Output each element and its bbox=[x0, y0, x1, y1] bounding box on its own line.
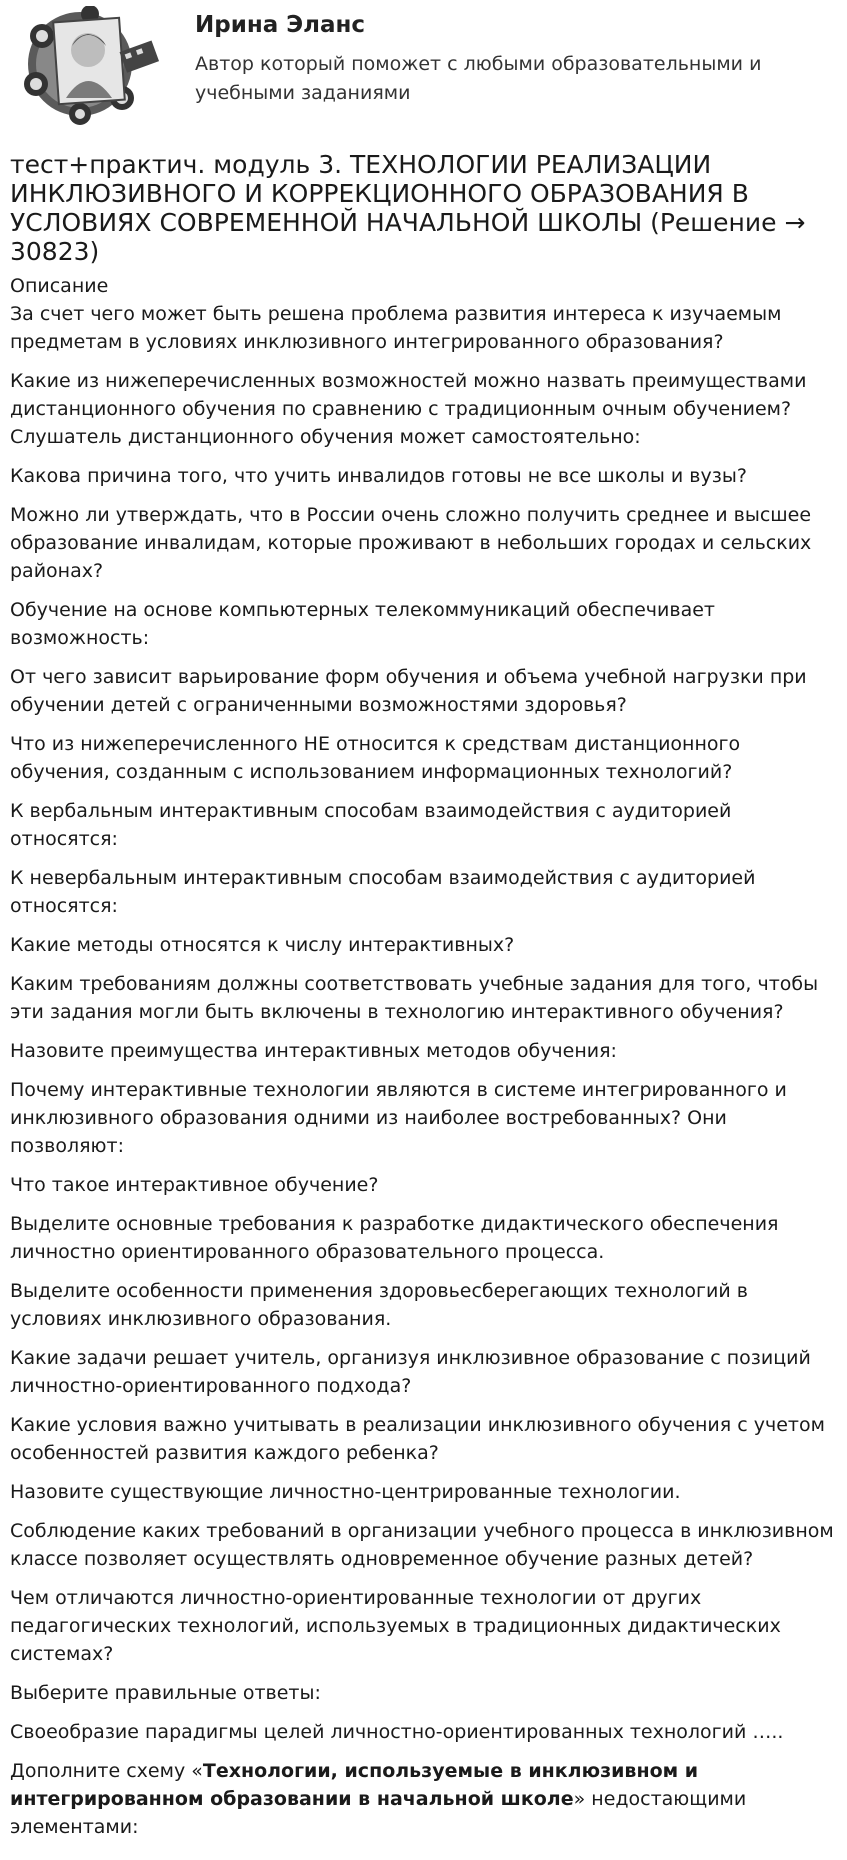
question-item: Обучение на основе компьютерных телекоммуникаций обеспечивает возможность: bbox=[10, 599, 715, 649]
questions-list bbox=[10, 300, 837, 1746]
scheme-question bbox=[10, 1757, 837, 1841]
scheme-question-bold: Технологии, используемые в инклюзивном и интегрированном образовании в начальной школе bbox=[10, 1760, 699, 1810]
question-item: Можно ли утверждать, что в России очень сложно получить среднее и высшее образование инвалидам, которые проживают в небольших городах и сельских районах? bbox=[10, 504, 812, 582]
question-item: От чего зависит варьирование форм обучения и объема учебной нагрузки при обучении детей с ограниченными возможностями здоровья? bbox=[10, 666, 807, 716]
question-item: Выделите основные требования к разработке дидактического обеспечения личностно ориентированного образовательного процесса. bbox=[10, 1213, 779, 1263]
question-item: Какие из нижеперечисленных возможностей можно назвать преимуществами дистанционного обучения по сравнению с традиционным очным обучением? Слушатель дистанционного обучения может самостоятельно: bbox=[10, 370, 807, 448]
question-item: Своеобразие парадигмы целей личностно-ориентированных технологий ….. bbox=[10, 1721, 784, 1743]
question-item: Выберите правильные ответы: bbox=[10, 1682, 321, 1704]
author-card bbox=[10, 0, 837, 138]
question-item: Какие задачи решает учитель, организуя инклюзивное образование с позиций личностно-ориентированного подхода? bbox=[10, 1347, 811, 1397]
page-title: тест+практич. модуль 3. ТЕХНОЛОГИИ РЕАЛИЗАЦИИ ИНКЛЮЗИВНОГО И КОРРЕКЦИОННОГО ОБРАЗОВАНИЯ В УСЛОВИЯХ СОВРЕМЕННОЙ НАЧАЛЬНОЙ ШКОЛЫ (Решение → 30823) bbox=[10, 150, 806, 266]
question-item: За счет чего может быть решена проблема развития интереса к изучаемым предметам в условиях инклюзивного интегрированного образования? bbox=[10, 303, 782, 353]
author-name[interactable]: Ирина Эланс bbox=[195, 12, 366, 38]
film-reel-portrait-avatar-icon[interactable] bbox=[18, 6, 160, 130]
question-item: Соблюдение каких требований в организации учебного процесса в инклюзивном классе позволяет осуществлять одновременное обучение разных детей? bbox=[10, 1520, 834, 1570]
question-item: Что такое интерактивное обучение? bbox=[10, 1174, 379, 1196]
question-item: Какова причина того, что учить инвалидов готовы не все школы и вузы? bbox=[10, 465, 747, 487]
question-item: Назовите преимущества интерактивных методов обучения: bbox=[10, 1040, 617, 1062]
question-item: Чем отличаются личностно-ориентированные технологии от других педагогических технологий, используемых в традиционных дидактических системах? bbox=[10, 1587, 781, 1665]
scheme-question-suffix: » недостающими элементами: bbox=[10, 1788, 747, 1838]
question-item: Назовите существующие личностно-центрированные технологии. bbox=[10, 1481, 681, 1503]
question-item: Каким требованиям должны соответствовать учебные задания для того, чтобы эти задания могли быть включены в технологию интерактивного обучения? bbox=[10, 973, 819, 1023]
question-item: К вербальным интерактивным способам взаимодействия с аудиторией относятся: bbox=[10, 800, 732, 850]
question-item: К невербальным интерактивным способам взаимодействия с аудиторией относятся: bbox=[10, 867, 756, 917]
scheme-question-prefix: Дополните схему « bbox=[10, 1760, 203, 1782]
question-item: Почему интерактивные технологии являются в системе интегрированного и инклюзивного образования одними из наиболее востребованных? Они позволяют: bbox=[10, 1079, 787, 1157]
question-item: Какие методы относятся к числу интерактивных? bbox=[10, 934, 515, 956]
question-item: Выделите особенности применения здоровьесберегающих технологий в условиях инклюзивного образования. bbox=[10, 1280, 748, 1330]
author-description: Автор который поможет с любыми образовательными и учебными заданиями bbox=[195, 53, 762, 104]
question-item: Что из нижеперечисленного НЕ относится к средствам дистанционного обучения, созданным с использованием информационных технологий? bbox=[10, 733, 741, 783]
description-label: Описание bbox=[10, 275, 109, 297]
question-item: Какие условия важно учитывать в реализации инклюзивного обучения с учетом особенностей развития каждого ребенка? bbox=[10, 1414, 825, 1464]
